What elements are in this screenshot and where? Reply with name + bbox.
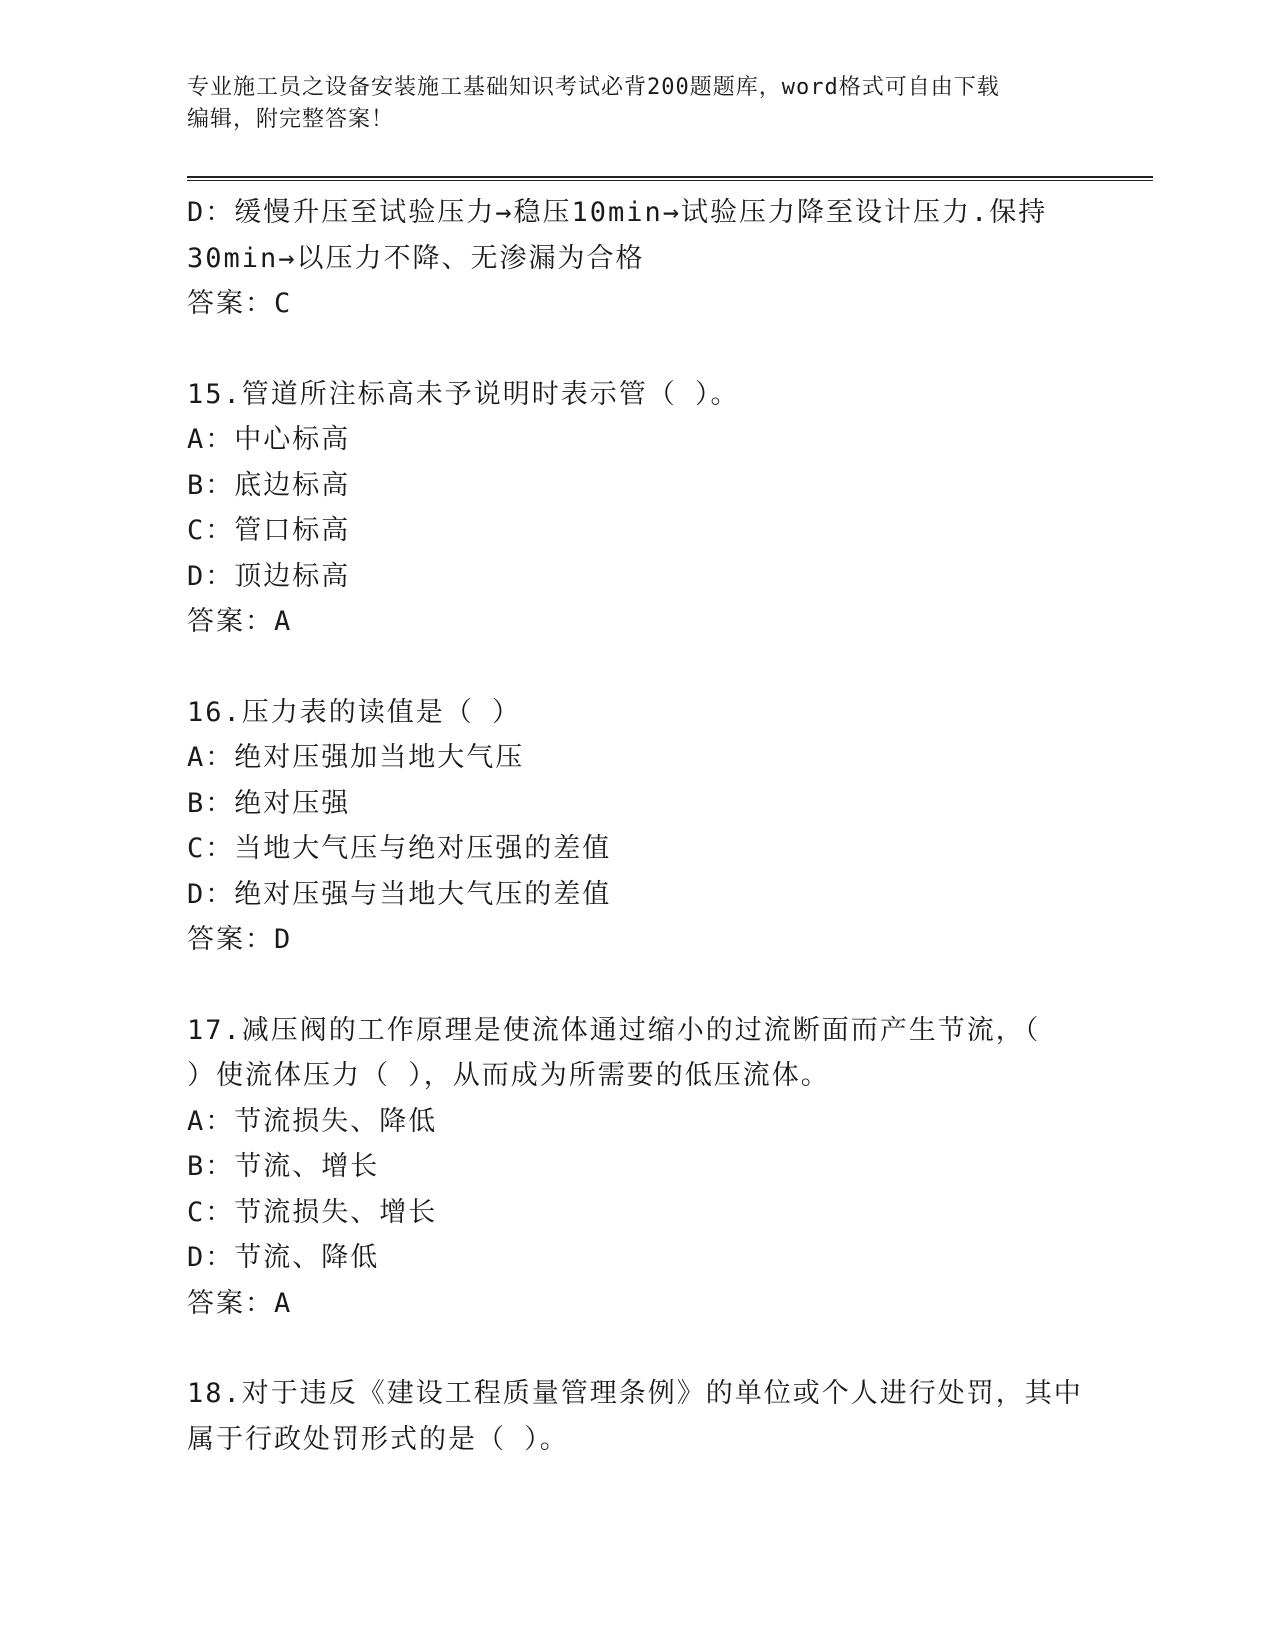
option-a: A：中心标高 xyxy=(187,424,351,455)
question-17 xyxy=(187,1008,1087,1327)
question-15 xyxy=(187,372,1087,645)
question-stem-continued: ）使流体压力（ ），从而成为所需要的低压流体。 xyxy=(187,1060,830,1091)
option-a: A：节流损失、降低 xyxy=(187,1105,438,1137)
option-a: A：绝对压强加当地大气压 xyxy=(187,742,525,773)
header-divider xyxy=(187,176,1153,181)
option-b: B：绝对压强 xyxy=(187,787,351,819)
option-c: C：管口标高 xyxy=(187,515,351,546)
question-continuation xyxy=(187,190,1087,327)
header-title-line2: 编辑，附完整答案！ xyxy=(187,107,395,132)
question-list xyxy=(187,190,1087,1462)
option-b: B：底边标高 xyxy=(187,469,351,501)
answer-line: 答案：A xyxy=(187,606,293,637)
option-c: C：节流损失、增长 xyxy=(187,1196,438,1228)
question-18 xyxy=(187,1371,1087,1462)
option-b: B：节流、增长 xyxy=(187,1151,380,1182)
option-d: D：缓慢升压至试验压力→稳压10min→试验压力降至设计压力.保持 xyxy=(187,197,1048,228)
question-stem: 15.管道所注标高未予说明时表示管（ ）。 xyxy=(187,378,740,410)
option-d-continued: 30min→以压力不降、无渗漏为合格 xyxy=(187,242,645,274)
question-16 xyxy=(187,690,1087,963)
option-d: D：绝对压强与当地大气压的差值 xyxy=(187,878,612,910)
option-d: D：节流、降低 xyxy=(187,1242,380,1273)
header-title-line1: 专业施工员之设备安装施工基础知识考试必背200题题库，word格式可自由下载 xyxy=(187,75,1000,100)
answer-line: 答案：C xyxy=(187,288,293,319)
question-stem: 18.对于违反《建设工程质量管理条例》的单位或个人进行处罚，其中 xyxy=(187,1378,1083,1409)
question-stem-continued: 属于行政处罚形式的是（ ）。 xyxy=(187,1423,569,1455)
question-stem: 17.减压阀的工作原理是使流体通过缩小的过流断面而产生节流，（ xyxy=(187,1014,1041,1046)
option-c: C：当地大气压与绝对压强的差值 xyxy=(187,833,612,864)
option-d: D：顶边标高 xyxy=(187,560,351,592)
document-header xyxy=(187,72,1087,136)
question-stem: 16.压力表的读值是（ ） xyxy=(187,696,522,728)
answer-line: 答案：D xyxy=(187,924,293,955)
answer-line: 答案：A xyxy=(187,1287,293,1319)
